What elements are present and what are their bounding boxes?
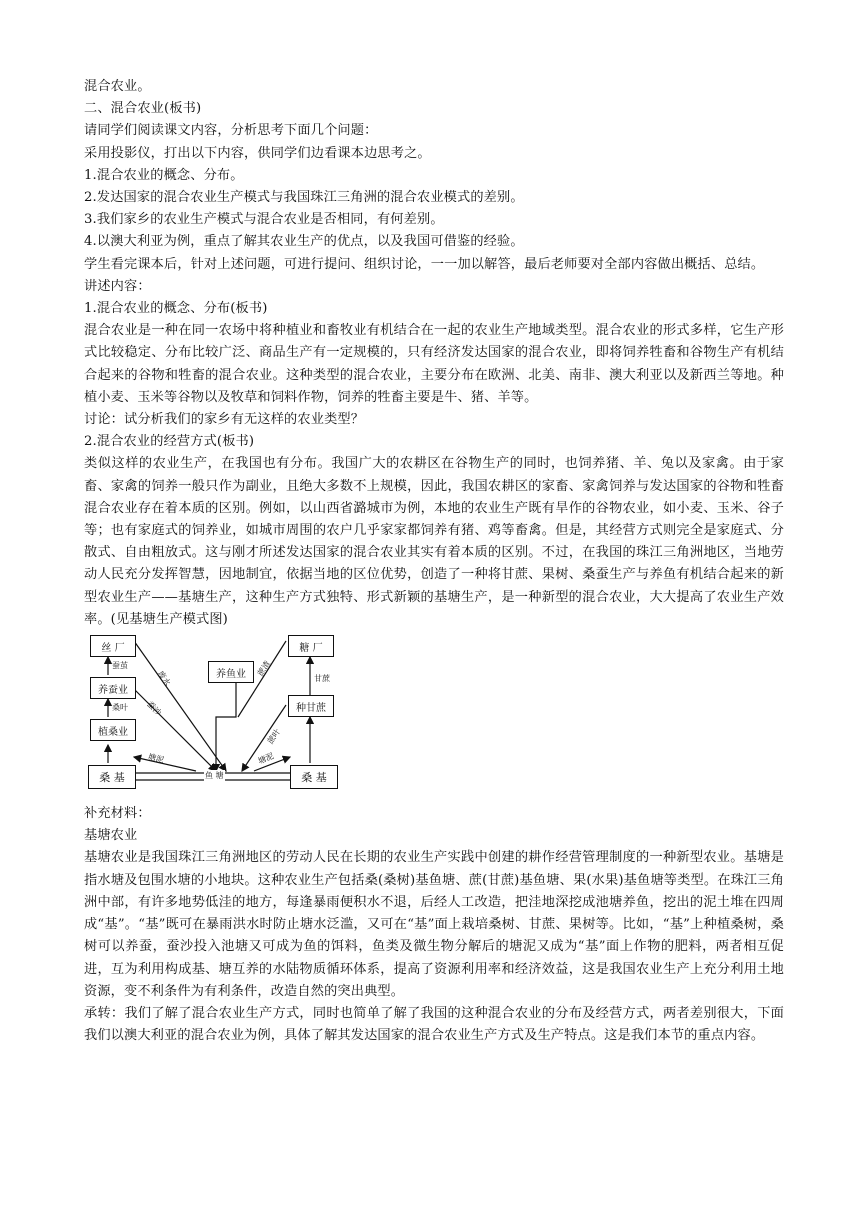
arrow-silkworm-dung xyxy=(134,689,216,771)
silk-factory-box: 丝 厂 xyxy=(90,635,136,657)
sugarcane-label: 甘蔗 xyxy=(314,674,330,684)
question-item: 2.发达国家的混合农业生产模式与我国珠江三角洲的混合农业模式的差别。 xyxy=(84,190,524,206)
sugar-factory-box: 糖 厂 xyxy=(288,635,334,657)
subheading: 2.混合农业的经营方式(板书) xyxy=(84,434,255,450)
pond-mud-right-label: 塘泥 xyxy=(256,751,276,766)
paragraph: 类似这样的农业生产，在我国也有分布。我国广大的农耕区在谷物生产的同时，也饲养猪、羊、兔以及家禽。由于家畜、家禽的饲养一般只作为副业，且绝大多数不上规模，因此，我国农耕区的家畜、家禽饲养与发达国家的谷物和牲畜混合农业存在着本质的区别。例如，以山西省潞城市为例，本地的农业生产既有旱作的谷物农业，如小麦、玉米、谷子等；也有家庭式的饲养业，如城市周围的农户几乎家家都饲养有猪、鸡等畜禽。但是，其经营方式则完全是家庭式、分散式、自由粗放式。这与刚才所述发达国家的混合农业其实有着本质的区别。不过，在我国的珠江三角洲地区，当地劳动人民充分发挥智慧，因地制宜，依据当地的区位优势，创造了一种将甘蔗、果树、桑蚕生产与养鱼有机结合起来的新型农业生产——基塘生产，这种生产方式独特、形式新颖的基塘生产，是一种新型的混合农业，大大提高了农业生产效率。(见基塘生产模式图) xyxy=(84,456,784,627)
paragraph: 基塘农业是我国珠江三角洲地区的劳动人民在长期的农业生产实践中创建的耕作经营管理制度的一种新型农业。基塘是指水塘及包围水塘的小地块。这种农业生产包括桑(桑树)基鱼塘、蔗(甘蔗)基鱼塘、果(水果)基鱼塘等类型。在珠江三角洲中部，有许多地势低洼的地方，每逢暴雨便积水不退，后经人工改造，把洼地深挖成池塘养鱼，挖出的泥土堆在四周成“基”。“基”既可在暴雨洪水时防止塘水泛滥，又可在“基”面上栽培桑树、甘蔗、果树等。比如，“基”上种植桑树，桑树可以养蚕，蚕沙投入池塘又可成为鱼的饵料，鱼类及微生物分解后的塘泥又成为“基”面上作物的肥料，两者相互促进，互为利用构成基、塘互养的水陆物质循环体系，提高了资源利用率和经济效益，这是我国农业生产上充分利用土地资源，变不利条件为有利条件，改造自然的突出典型。 xyxy=(84,850,784,999)
silkworm-dung-label: 蚕沙 xyxy=(145,699,163,718)
question-item: 1.混合农业的概念、分布。 xyxy=(84,167,244,183)
cocoon-label: 蚕茧 xyxy=(112,661,128,671)
section-heading: 二、混合农业(板书) xyxy=(84,101,202,117)
question-item: 3.我们家乡的农业生产模式与混合农业是否相同，有何差别。 xyxy=(84,212,444,228)
mulberry-planting-box: 植桑业 xyxy=(90,719,136,741)
mulberry-base-right-box: 桑 基 xyxy=(290,765,338,789)
sericulture-box: 养蚕业 xyxy=(90,677,136,699)
question-item: 4.以澳大利亚为例，重点了解其农业生产的优点，以及我国可借鉴的经验。 xyxy=(84,234,524,250)
paragraph: 讨论：试分析我们的家乡有无这样的农业类型？ xyxy=(84,412,365,428)
document-page xyxy=(84,76,784,1047)
arrow-fish-to-pond xyxy=(216,681,236,771)
paragraph: 学生看完课本后，针对上述问题，可进行提问、组织讨论，一一加以解答，最后老师要对全部内容做出概括、总结。 xyxy=(84,256,765,272)
fish-farming-box: 养鱼业 xyxy=(208,661,254,683)
subheading: 1.混合农业的概念、分布(板书) xyxy=(84,301,268,317)
arrow-mud-left xyxy=(134,757,196,771)
sugar-waste-label: 蔗渣 xyxy=(255,659,273,678)
dike-pond-diagram xyxy=(86,633,342,801)
paragraph: 混合农业。 xyxy=(84,79,151,94)
waste-water-label: 废水 xyxy=(155,669,173,688)
paragraph: 讲述内容： xyxy=(84,278,151,294)
cane-leaves-label: 蔗叶 xyxy=(265,727,283,746)
mulberry-base-left-box: 桑 基 xyxy=(88,765,136,789)
sugarcane-planting-box: 种甘蔗 xyxy=(288,695,334,717)
paragraph: 采用投影仪，打出以下内容，供同学们边看课本边思考之。 xyxy=(84,145,431,161)
paragraph: 请同学们阅读课文内容，分析思考下面几个问题： xyxy=(84,123,378,139)
mulberry-leaf-label: 桑叶 xyxy=(112,703,128,713)
pond-mud-left-label: 塘泥 xyxy=(147,752,165,765)
fish-pond-label: 鱼 塘 xyxy=(205,771,224,781)
paragraph: 承转：我们了解了混合农业生产方式，同时也简单了解了我国的这种混合农业的分布及经营方式，两者差别很大，下面我们以澳大利亚的混合农业为例，具体了解其发达国家的混合农业生产方式及生产特点。这是我们本节的重点内容。 xyxy=(84,1005,784,1044)
subheading: 基塘农业 xyxy=(84,828,138,844)
subheading: 补充材料： xyxy=(84,806,151,822)
paragraph: 混合农业是一种在同一农场中将种植业和畜牧业有机结合在一起的农业生产地域类型。混合农业的形式多样，它生产形式比较稳定、分布比较广泛、商品生产有一定规模的，只有经济发达国家的混合农业，即将饲养牲畜和谷物生产有机结合起来的谷物和牲畜的混合农业。这种类型的混合农业，主要分布在欧洲、北美、南非、澳大利亚以及新西兰等地。种植小麦、玉米等谷物以及牧草和饲料作物，饲养的牲畜主要是牛、猪、羊等。 xyxy=(84,323,784,405)
